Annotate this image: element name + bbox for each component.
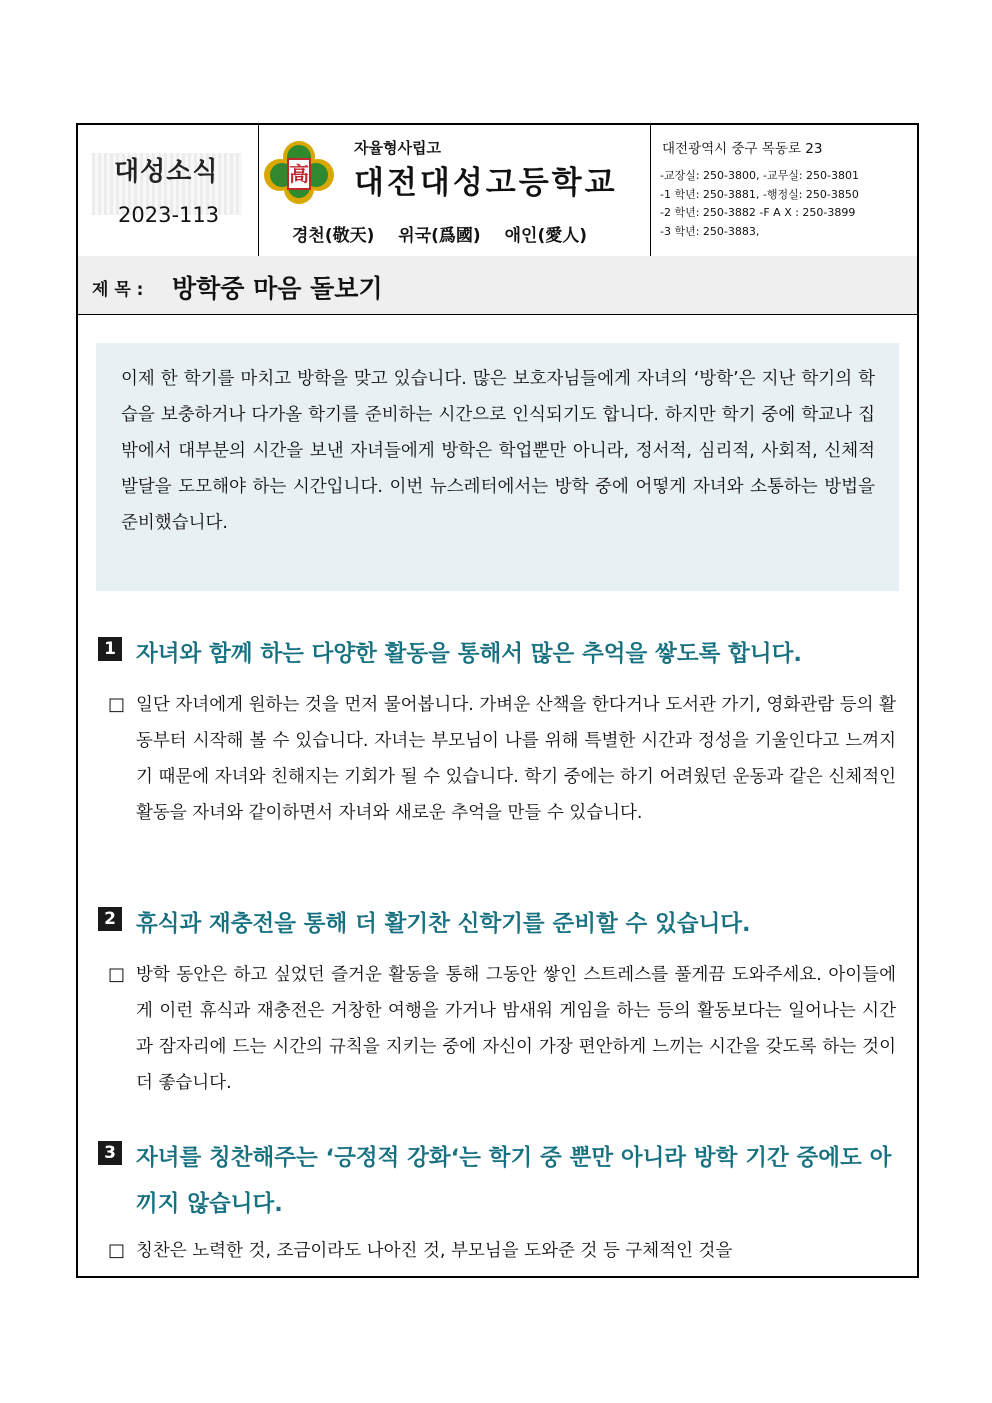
section-title: 자녀를 칭찬해주는 ‘긍정적 강화‘는 학기 중 뿐만 아니라 방학 기간 중에도 아끼지 않습니다. [136,1145,892,1217]
newsletter-frame [76,123,919,1278]
checkbox-bullet-icon: □ [108,964,126,985]
section-1-heading [98,631,898,677]
school-cell [258,125,651,256]
contact-line: -2 학년: 250-3882 -F A X : 250-3899 [660,206,856,219]
section-title: 자녀와 함께 하는 다양한 활동을 통해서 많은 추억을 쌓도록 합니다. [136,641,802,667]
newsletter-brand: 대성소식 [114,157,219,187]
school-subtitle: 자율형사립고 [354,139,441,157]
section-number: 3 [98,1141,122,1165]
section-title: 휴식과 재충전을 통해 더 활기찬 신학기를 준비할 수 있습니다. [136,911,751,937]
school-name: 대전대성고등학교 [354,165,618,201]
section-text: 방학 동안은 하고 싶었던 즐거운 활동을 통해 그동안 쌓인 스트레스를 풀게끔 도와주세요. 아이들에게 이런 휴식과 재충전은 거창한 여행을 가거나 밤새워 게임을 하는 등의 활동보다는 일어나는 시간과 잠자리에 드는 시간의 규칙을 지키는 중에 자신이 가장 편안하게 느끼는 시간을 갖도록 하는 것이 더 좋습니다. [136,965,896,1093]
svg-text:高: 高 [289,162,309,186]
section-3-heading [98,1135,898,1227]
checkbox-bullet-icon: □ [108,694,126,715]
section-text: 칭찬은 노력한 것, 조금이라도 나아진 것, 부모님을 도와준 것 등 구체적인 것을 [136,1241,733,1261]
school-motto: 경천(敬天) 위국(爲國) 애인(愛人) [292,226,587,246]
contact-list [660,167,859,241]
contact-line: -3 학년: 250-3883, [660,224,760,238]
contact-line: -교장실: 250-3800, -교무실: 250-3801 [660,169,860,182]
issue-number: 2023-113 [118,203,220,227]
section-number: 1 [98,637,122,661]
section-3-body [108,1233,896,1269]
section-1-body [108,687,896,831]
intro-box: 이제 한 학기를 마치고 방학을 맞고 있습니다. 많은 보호자님들에게 자녀의 ‘방학’은 지난 학기의 학습을 보충하거나 다가올 학기를 준비하는 시간으로 인식되기도 합니다. 하지만 학기 중에 학교나 집 밖에서 대부분의 시간을 보낸 자녀들에게 방학은 학업뿐만 아니라, 정서적, 심리적, 사회적, 신체적 발달을 도모해야 하는 시간입니다. 이번 뉴스레터에서는 방학 중에 어떻게 자녀와 소통하는 방법을 준비했습니다. [96,343,899,591]
contact-line: -1 학년: 250-3881, -행정실: 250-3850 [660,187,859,201]
header [78,125,917,257]
section-number: 2 [98,907,122,931]
contact-cell [650,125,919,256]
section-2-heading [98,901,898,947]
school-address: 대전광역시 중구 목동로 23 [662,141,823,157]
section-2-body [108,957,896,1101]
section-text: 일단 자녀에게 원하는 것을 먼저 물어봅니다. 가벼운 산책을 한다거나 도서관 가기, 영화관람 등의 활동부터 시작해 볼 수 있습니다. 자녀는 부모님이 나를 위해 특별한 시간과 정성을 기울인다고 느껴지기 때문에 자녀와 친해지는 기회가 될 수 있습니다. 학기 중에는 하기 어려웠던 운동과 같은 신체적인 활동을 자녀와 같이하면서 자녀와 새로운 추억을 만들 수 있습니다. [136,695,896,823]
school-logo-icon [262,137,336,211]
title-bar [78,256,917,315]
title-label: 제 목 : [92,280,144,300]
brand-cell [78,125,259,256]
page-title: 방학중 마음 돌보기 [172,274,383,303]
checkbox-bullet-icon: □ [108,1240,126,1261]
